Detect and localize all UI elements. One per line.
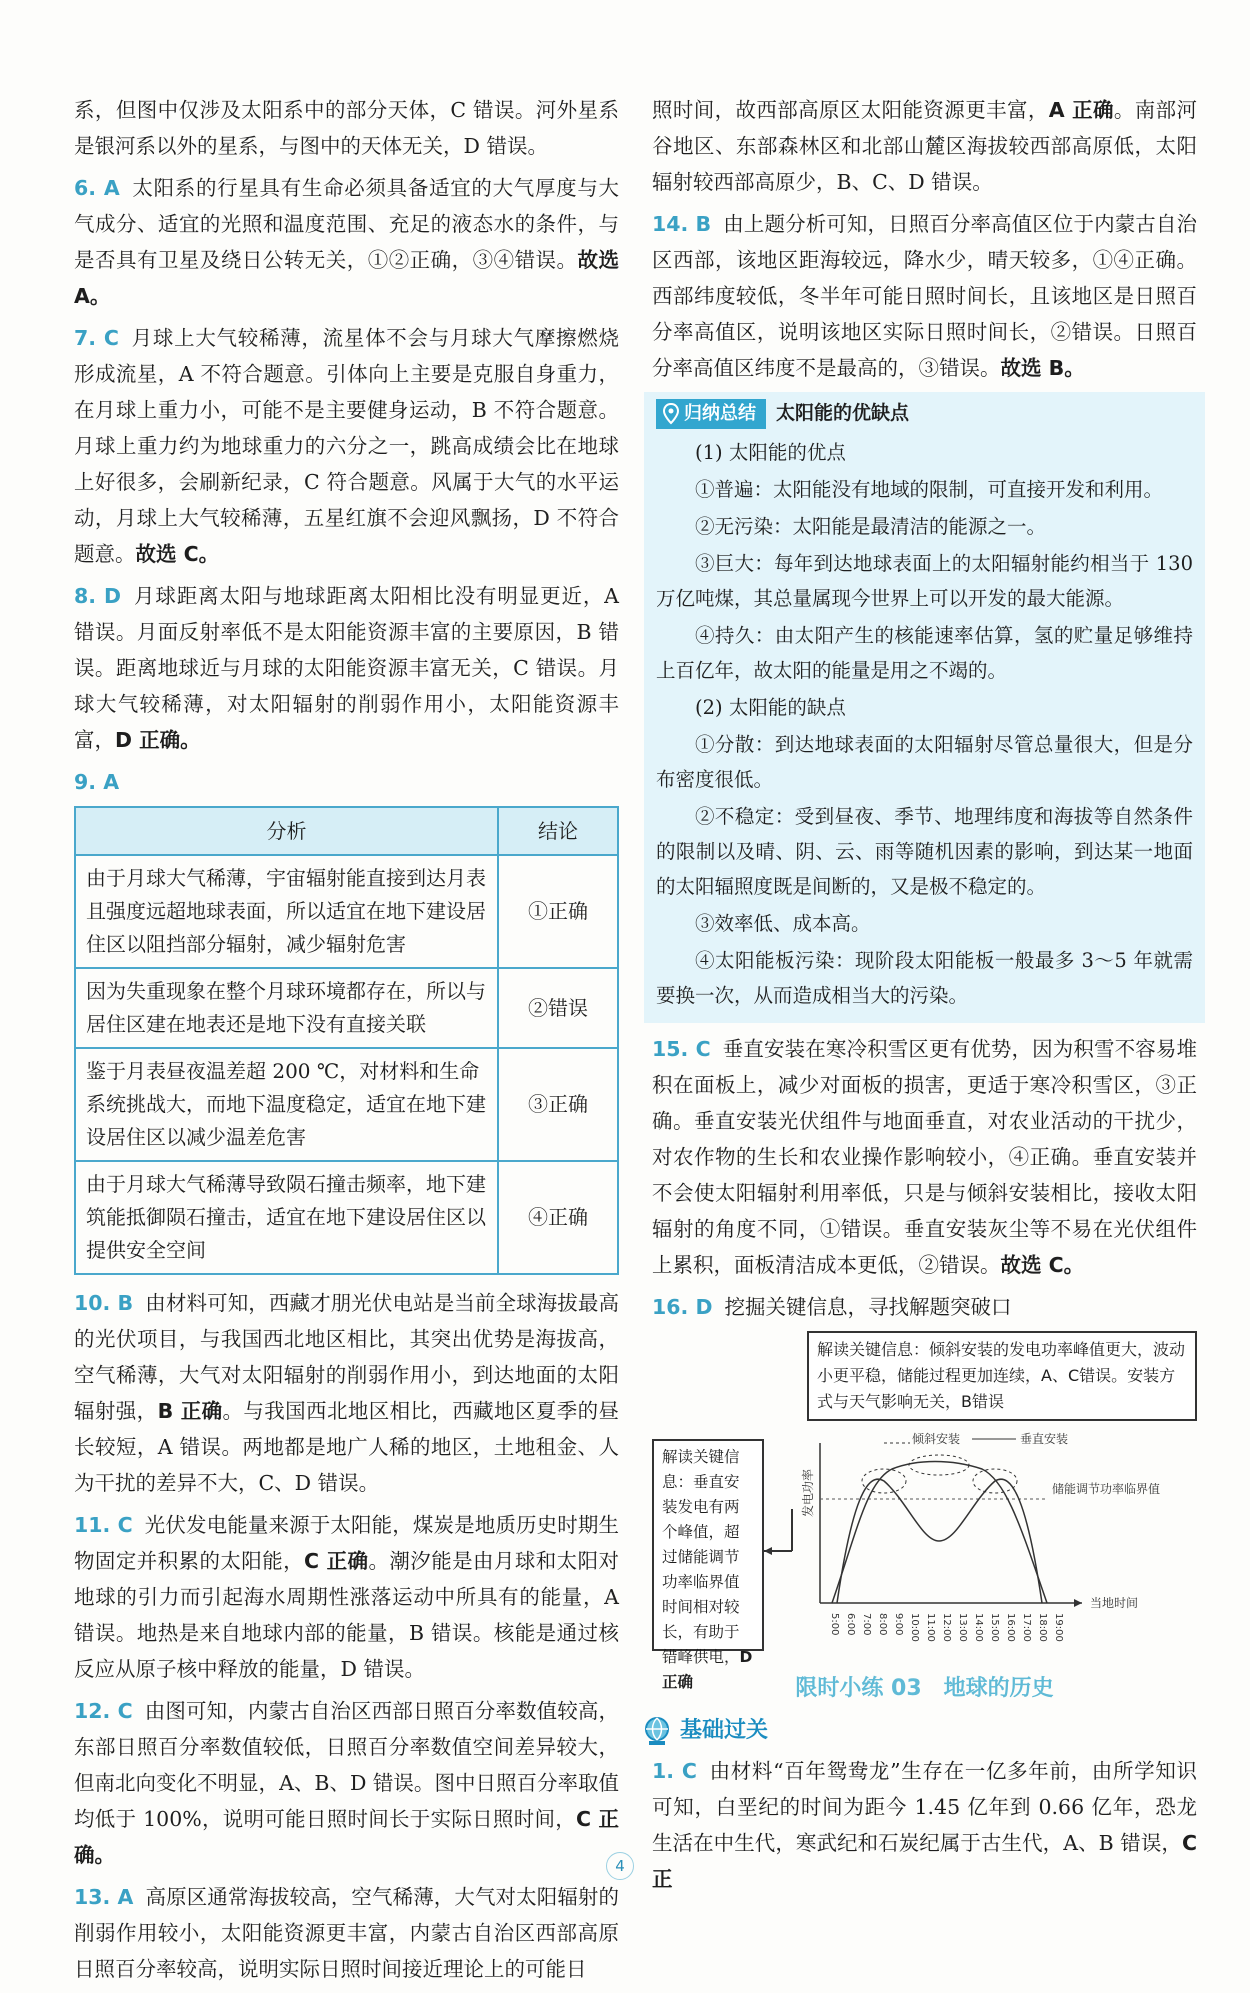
- continued-paragraph: 照时间，故西部高原区太阳能资源更丰富，A 正确。南部河谷地区、东部森林区和北部山麓区海拔较西部高原低，太阳辐射较西部高原少，B、C、D 错误。: [652, 98, 1197, 194]
- section-title: 限时小练 03 地球的历史: [795, 1676, 1054, 1701]
- intro-paragraph: 系，但图中仅涉及太阳系中的部分天体，C 错误。河外星系是银河系以外的星系，与图中的天体无关，D 错误。: [74, 98, 619, 158]
- answer-9: 9. A: [74, 770, 120, 794]
- x-tick: 13:00: [957, 1613, 968, 1642]
- summary-box: [644, 392, 1205, 1023]
- answer-6: 6. A 太阳系的行星具有生命必须具备适宜的大气厚度与大气成分、适宜的光照和温度范围、充足的液态水的条件，与是否具有卫星及绕日公转无关，①②正确，③④错误。故选 A。: [74, 176, 620, 308]
- x-tick: 18:00: [1037, 1613, 1048, 1642]
- left-column: [74, 92, 619, 1993]
- key-info-box-left: 解读关键信息：垂直安装发电有两个峰值，超过储能调节功率临界值时间相对较长，有助于错峰供电，D正确: [652, 1439, 764, 1651]
- answer-8: 8. D 月球距离太阳与地球距离太阳相比没有明显更近，A 错误。月面反射率低不是太阳能资源丰富的主要原因，B 错误。距离地球近与月球的太阳能资源丰富无关，C 错误。月球大气较稀薄，对太阳辐射的削弱作用小，太阳能资源丰富，D 正确。: [74, 584, 619, 752]
- answer-10: 10. B 由材料可知，西藏才朋光伏电站是当前全球海拔最高的光伏项目，与我国西北地区相比，其突出优势是海拔高，空气稀薄，大气对太阳辐射的削弱作用小，到达地面的太阳辐射强，B 正确。与我国西北地区相比，西藏地区夏季的昼长较短，A 错误。两地都是地广人稀的地区，土地租金、人为干扰的差异不大，C、D 错误。: [74, 1291, 620, 1495]
- table-header-analysis: 分析: [75, 807, 498, 855]
- summary-line: ④太阳能板污染：现阶段太阳能板一般最多 3～5 年就需要换一次，从而造成相当大的污染。: [656, 949, 1193, 1007]
- y-axis-label: 发电功率: [801, 1468, 815, 1518]
- answer-1: 1. C 由材料“百年鸳鸯龙”生存在一亿多年前，由所学知识可知，白垩纪的时间为距今 1.45 亿年到 0.66 亿年，恐龙生活在中生代，寒武纪和石炭纪属于古生代，A、B 错误，C 正: [652, 1759, 1197, 1891]
- page-number: 4: [606, 1852, 634, 1880]
- x-tick: 16:00: [1005, 1613, 1016, 1642]
- table-header: [75, 807, 618, 855]
- right-column: [652, 92, 1197, 1903]
- x-tick: 19:00: [1053, 1613, 1064, 1642]
- analysis-table: [74, 806, 619, 1275]
- summary-line: ③巨大：每年到达地球表面上的太阳辐射能约相当于 130 万亿吨煤，其总量属现今世界上可以开发的最大能源。: [656, 552, 1193, 610]
- x-tick: 7:00: [861, 1613, 872, 1636]
- table-row: 由于月球大气稀薄，宇宙辐射能直接到达月表且强度远超地球表面，所以适宜在地下建设居住区以阻挡部分辐射，减少辐射危害 ①正确: [75, 855, 618, 968]
- summary-line: (2) 太阳能的缺点: [695, 696, 846, 719]
- summary-tag: 归纳总结: [656, 399, 766, 429]
- summary-line: (1) 太阳能的优点: [695, 441, 846, 464]
- key-info-box-top: 解读关键信息：倾斜安装的发电功率峰值更大，波动小更平稳，储能过程更加连续，A、C错误。安装方式与天气影响无关，B错误: [807, 1331, 1197, 1421]
- summary-line: ①分散：到达地球表面的太阳辐射尽管总量很大，但是分布密度很低。: [656, 733, 1193, 791]
- x-tick: 15:00: [989, 1613, 1000, 1642]
- answer-12: 12. C 由图可知，内蒙古自治区西部日照百分率数值较高，东部日照百分率数值较低，日照百分率数值空间差异较大，但南北向变化不明显，A、B、D 错误。图中日照百分率取值均低于 100%，说明可能日照时间长于实际日照时间，C 正确。: [74, 1699, 619, 1867]
- x-tick: 12:00: [941, 1613, 952, 1642]
- summary-line: ②不稳定：受到昼夜、季节、地理纬度和海拔等自然条件的限制以及晴、阴、云、雨等随机因素的影响，到达某一地面的太阳辐照度既是间断的，又是极不稳定的。: [656, 805, 1193, 898]
- table-row: 因为失重现象在整个月球环境都存在，所以与居住区建在地表还是地下没有直接关联 ②错误: [75, 968, 618, 1048]
- vertical-label: 垂直安装: [1020, 1432, 1069, 1446]
- globe-icon: [640, 1714, 674, 1748]
- power-curve-chart: [652, 1331, 1197, 1651]
- answer-11: 11. C 光伏发电能量来源于太阳能，煤炭是地质历史时期生物固定并积累的太阳能，C 正确。潮汐能是由月球和太阳对地球的引力而引起海水周期性涨落运动中所具有的能量，A 错误。地热是来自地球内部的能量，B 错误。核能是通过核反应从原子核中释放的能量，D 错误。: [74, 1513, 620, 1681]
- pin-icon: [662, 403, 680, 425]
- x-tick: 10:00: [909, 1613, 920, 1642]
- summary-line: ①普遍：太阳能没有地域的限制，可直接开发和利用。: [695, 478, 1164, 501]
- summary-header: [656, 396, 1193, 431]
- answer-14: 14. B 由上题分析可知，日照百分率高值区位于内蒙古自治区西部，该地区距海较远，降水少，晴天较多，①④正确。西部纬度较低，冬半年可能日照时间长，且该地区是日照百分率高值区，说明该地区实际日照时间长，②错误。日照百分率高值区纬度不是最高的，③错误。故选 B。: [652, 212, 1198, 380]
- table-row: 由于月球大气稀薄导致陨石撞击频率，地下建筑能抵御陨石撞击，适宜在地下建设居住区以提供安全空间 ④正确: [75, 1161, 618, 1274]
- x-axis-label: 当地时间: [1090, 1596, 1139, 1610]
- x-tick: 9:00: [893, 1613, 904, 1636]
- x-tick: 17:00: [1021, 1613, 1032, 1642]
- x-tick: 8:00: [877, 1613, 888, 1636]
- storage-threshold-label: 储能调节功率临界值: [1052, 1482, 1161, 1496]
- tilt-label: 倾斜安装: [912, 1432, 961, 1446]
- answer-15: 15. C 垂直安装在寒冷积雪区更有优势，因为积雪不容易堆积在面板上，减少对面板的损害，更适于寒冷积雪区，③正确。垂直安装光伏组件与地面垂直，对农业活动的干扰少，对农作物的生长和农业操作影响较小，④正确。垂直安装并不会使太阳辐射利用率低，只是与倾斜安装相比，接收太阳辐射的角度不同，①错误。垂直安装灰尘等不易在光伏组件上累积，面板清洁成本更低，②错误。故选 C。: [652, 1037, 1197, 1277]
- x-tick: 14:00: [973, 1613, 984, 1642]
- basic-pass-header: 基础过关: [640, 1713, 1197, 1749]
- table-header-conclusion: 结论: [498, 807, 618, 855]
- answer-13: 13. A 高原区通常海拔较高，空气稀薄，大气对太阳辐射的削弱作用较小，太阳能资源更丰富，内蒙古自治区西部高原日照百分率较高，说明实际日照时间接近理论上的可能日: [74, 1885, 620, 1981]
- x-tick: 5:00: [829, 1613, 840, 1636]
- x-tick: 6:00: [845, 1613, 856, 1636]
- summary-line: ④持久：由太阳产生的核能速率估算，氢的贮量足够维持上百亿年，故太阳的能量是用之不竭的。: [656, 624, 1193, 682]
- summary-title: 太阳能的优缺点: [776, 402, 910, 424]
- table-row: 鉴于月表昼夜温差超 200 ℃，对材料和生命系统挑战大，而地下温度稳定，适宜在地下建设居住区以减少温差危害 ③正确: [75, 1048, 618, 1161]
- summary-line: ③效率低、成本高。: [695, 912, 871, 935]
- x-tick: 11:00: [925, 1613, 936, 1642]
- answer-7: 7. C 月球上大气较稀薄，流星体不会与月球大气摩擦燃烧形成流星，A 不符合题意。引体向上主要是克服自身重力，在月球上重力小，可能不是主要健身运动，B 不符合题意。月球上重力约为地球重力的六分之一，跳高成绩会比在地球上好很多，会刷新纪录，C 符合题意。风属于大气的水平运动，月球上大气较稀薄，五星红旗不会迎风飘扬，D 不符合题意。故选 C。: [74, 326, 619, 566]
- summary-line: ②无污染：太阳能是最清洁的能源之一。: [695, 515, 1047, 538]
- answer-16: 16. D 挖掘关键信息，寻找解题突破口: [652, 1295, 1012, 1319]
